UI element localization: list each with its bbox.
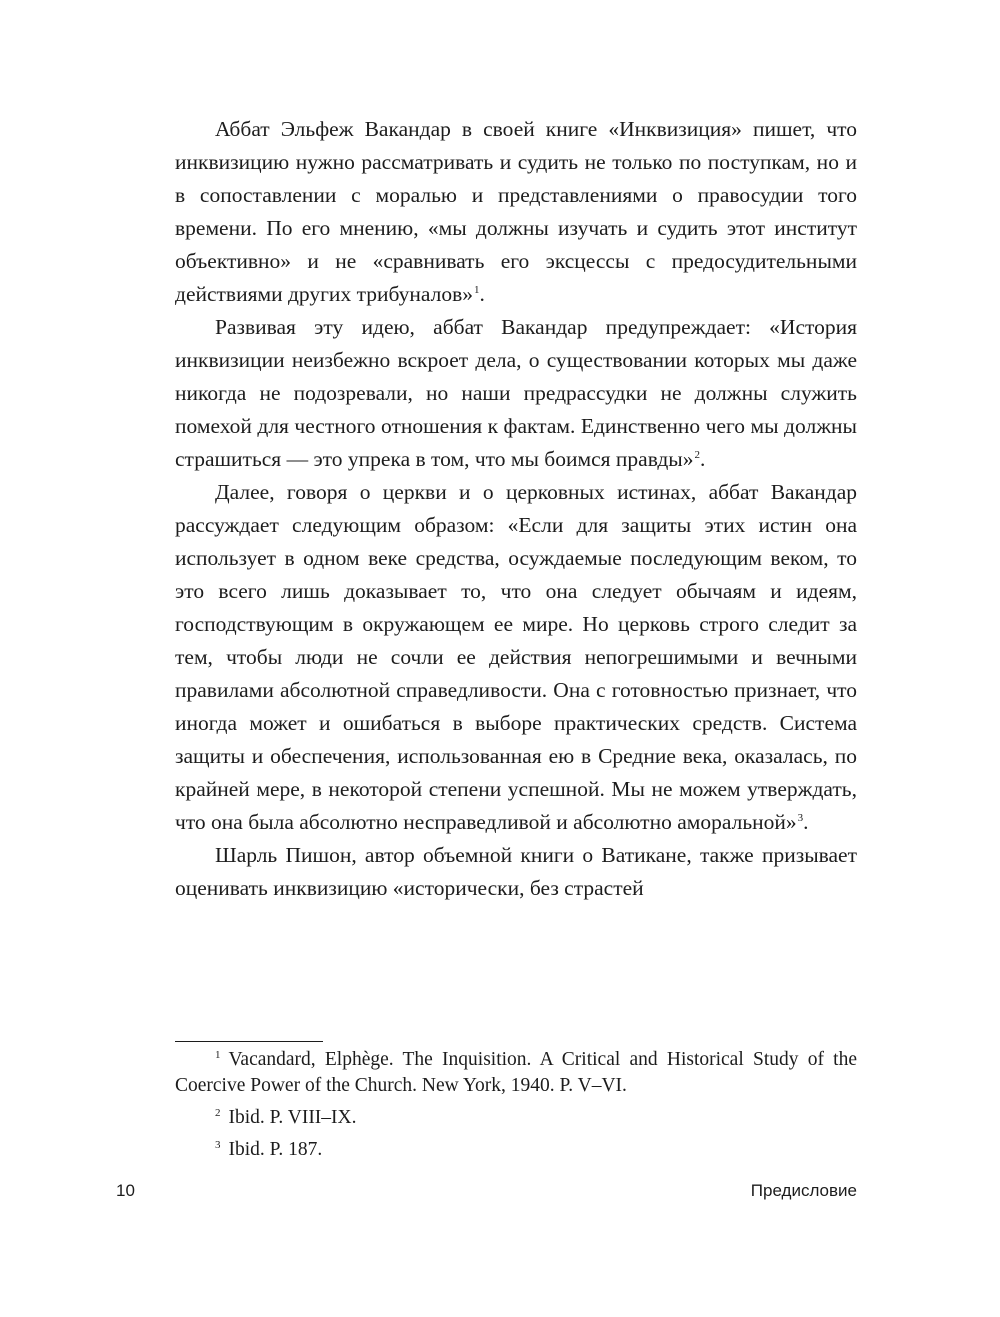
paragraph-4: Шарль Пишон, автор объемной книги о Ватикане, также призывает оценивать инквизицию «исторически, без страстей [175, 843, 857, 900]
footnote-ref-1: 1 [473, 284, 480, 296]
footnote-2 [175, 1105, 857, 1131]
paragraph-2: Развивая эту идею, аббат Вакандар предупреждает: «История инквизиции неизбежно вскроет дела, о существовании которых мы даже никогда не подозревали, но наши предрассудки не должны служить помехой для честного отношения к фактам. Единственно чего мы должны страшиться — это упрека в том, что мы боимся правды»$^2$. [175, 315, 857, 471]
footnote-text: Vacandard, Elphège. The Inquisition. A Critical and Historical Study of the Coercive Power of the Church. New York, 1940. P. V–VI. [175, 1049, 857, 1096]
running-title: Предисловие [750, 1181, 857, 1200]
paragraph-1: Аббат Эльфеж Вакандар в своей книге «Инквизиция» пишет, что инквизицию нужно рассматривать и судить не только по поступкам, но и в сопоставлении с моралью и представлениями о правосудии того времени. По его мнению, «мы должны изучать и судить этот институт объективно» и не «сравнивать его эксцессы с предосудительными действиями других трибуналов»$^1$. [175, 117, 857, 306]
footnote-mark: 3 [215, 1139, 221, 1151]
paragraph-3: Далее, говоря о церкви и о церковных истинах, аббат Вакандар рассуждает следующим образом: «Если для защиты этих истин она использует в одном веке средства, осуждаемые последующим веком, то это всего лишь доказывает то, что она следует обычаям и идеям, господствующим в окружающем ее мире. Но церковь строго следит за тем, чтобы люди не сочли ее действия непогрешимыми и вечными правилами абсолютной справедливости. Она с готовностью признает, что иногда может и ошибаться в выборе практических средств. Система защиты и обеспечения, использованная ею в Средние века, оказалась, по крайней мере, в некоторой степени успешной. Мы не можем утверждать, что она была абсолютно несправедливой и абсолютно аморальной»$^3$. [175, 480, 857, 834]
footnote-mark: 2 [215, 1107, 221, 1119]
footnote-ref-3: 3 [797, 812, 804, 824]
footnote-text: Ibid. P. VIII–IX. [228, 1107, 357, 1128]
footnote-mark: 1 [215, 1049, 221, 1061]
main-text [175, 113, 857, 905]
footnotes [175, 1047, 857, 1169]
footnote-ref-2: 2 [694, 449, 700, 461]
footnote-text: Ibid. P. 187. [228, 1139, 323, 1160]
footnote-1 [175, 1047, 857, 1099]
footnote-divider [175, 1041, 323, 1042]
page-number: 10 [116, 1181, 135, 1200]
footnote-3 [175, 1137, 857, 1163]
